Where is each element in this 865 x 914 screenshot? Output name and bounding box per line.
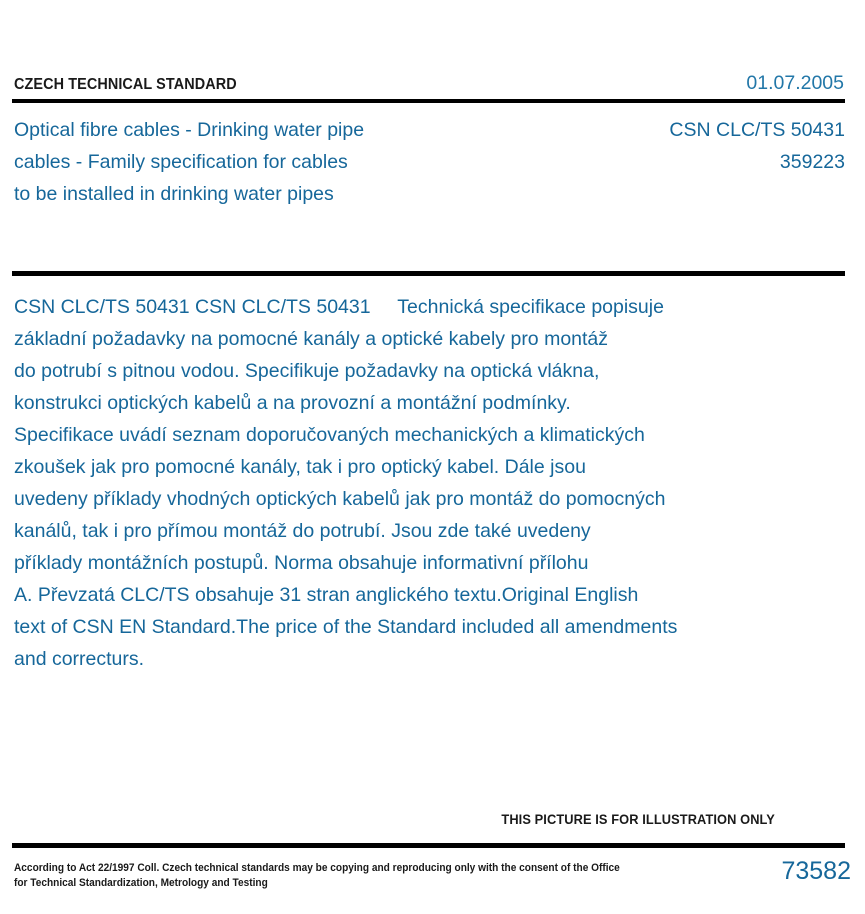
abstract-line: do potrubí s pitnou vodou. Specifikuje požadavky na optická vlákna,: [14, 360, 600, 382]
footer-notice-line: for Technical Standardization, Metrology and Testing: [14, 877, 268, 889]
title-text-line-2: cables - Family specification for cables: [14, 151, 348, 173]
title-text-line-1: Optical fibre cables - Drinking water pipe: [14, 119, 365, 141]
abstract-line: CSN CLC/TS 50431 CSN CLC/TS 50431 Technická specifikace popisuje: [14, 296, 664, 318]
title-line: [14, 178, 845, 210]
classification-code: 359223: [779, 151, 845, 173]
footer-copyright-notice: [14, 861, 620, 891]
abstract-line: A. Převzatá CLC/TS obsahuje 31 stran anglického textu.Original English: [14, 584, 639, 606]
publication-date: 01.07.2005: [746, 72, 844, 94]
abstract-line: text of CSN EN Standard.The price of the Standard included all amendments: [14, 616, 678, 638]
page-title: CZECH TECHNICAL STANDARD: [14, 76, 237, 93]
abstract-line: and correcturs.: [14, 648, 145, 670]
document-catalog-number: 73582: [781, 857, 851, 885]
footer-divider-rule: [12, 843, 845, 848]
title-line: [14, 146, 845, 178]
abstract-divider-rule: [12, 271, 845, 276]
abstract-line: zkoušek jak pro pomocné kanály, tak i pro optický kabel. Dále jsou: [14, 456, 586, 478]
abstract-line: uvedeny příklady vhodných optických kabelů jak pro montáž do pomocných: [14, 488, 666, 510]
abstract-line: kanálů, tak i pro přímou montáž do potrubí. Jsou zde také uvedeny: [14, 520, 591, 542]
abstract-line: základní požadavky na pomocné kanály a optické kabely pro montáž: [14, 328, 609, 350]
title-line: [14, 114, 845, 146]
title-identification-block: [14, 114, 845, 210]
header-divider-rule: [12, 99, 845, 103]
standard-number: CSN CLC/TS 50431: [669, 119, 845, 141]
title-text-line-3: to be installed in drinking water pipes: [14, 183, 334, 205]
footer-notice-line: According to Act 22/1997 Coll. Czech technical standards may be copying and reproducing only with the consent of the Office: [14, 862, 620, 874]
abstract-line: konstrukci optických kabelů a na provozní a montážní podmínky.: [14, 392, 571, 414]
abstract-line: příklady montážních postupů. Norma obsahuje informativní přílohu: [14, 552, 589, 574]
document-header: [14, 74, 844, 96]
abstract-text-block: [14, 291, 850, 675]
abstract-line: Specifikace uvádí seznam doporučovaných mechanických a klimatických: [14, 424, 645, 446]
illustration-disclaimer: THIS PICTURE IS FOR ILLUSTRATION ONLY: [501, 812, 775, 827]
